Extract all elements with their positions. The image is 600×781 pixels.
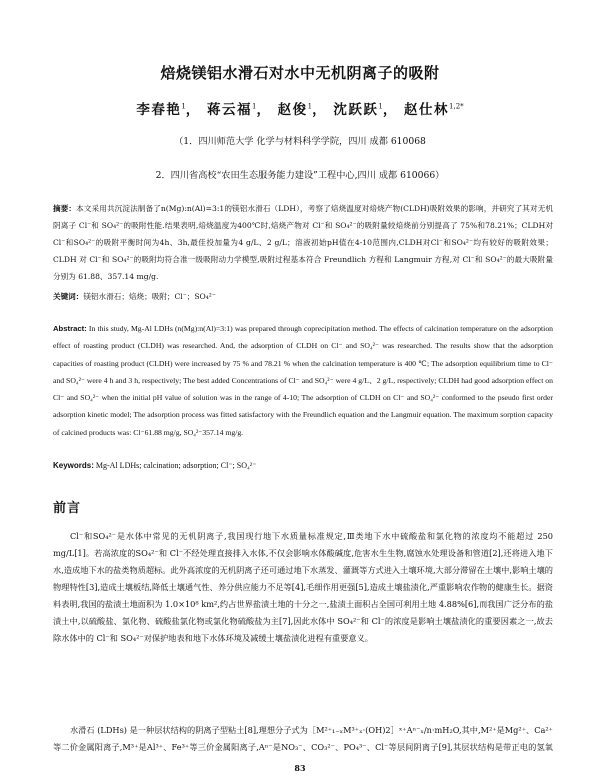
body-paragraph: Cl⁻和SO₄²⁻是水体中常见的无机阴离子,我国现行地下水质量标准规定,Ⅲ类地下水中硫酸盐和氯化物的浓度均不能超过 250 mg/L[1]。若高浓度的SO₄²⁻和 Cl⁻不经处理直接排入水体,不仅会影响水体酸碱度,危害水生生物,腐蚀水处理设备和管道[2],还将进入地下水,造成地下水的盐类物质超标。此外高浓度的无机阴离子还可通过地下水蒸发、灌溉等方式进入土壤环境,大部分滞留在土壤中,影响土壤的物理特性[3],造成土壤板结,降低土壤通气性、养分供应能力不足等[4],毛细作用更强[5],造成土壤盐渍化,严重影响农作物的健康生长。据资料表明,我国的盐渍土地面积为 1.0×10⁸ km²,约占世界盐渍土地的十分之一,盐渍土面积占全国可利用土地 4.88%[6],而我国广泛分布的盐渍土中,以硫酸盐、氯化物、硫酸盐氯化物或氯化物硫酸盐为主[7],因此水体中 SO₄²⁻和 Cl⁻的浓度是影响土壤盐渍化的重要因素之一,故去除水体中的 Cl⁻和 SO₄²⁻对保护地表和地下水体环境及减缓土壤盐渍化进程有重要意义。 <box>53 531 553 643</box>
affiliation-2: 2．四川省高校“农田生态服务能力建设”工程中心,四川 成都 610066） <box>155 170 445 181</box>
author-affil-mark: 1 <box>378 102 383 111</box>
author-affil-mark: 1 <box>307 102 313 111</box>
affiliation-1: （1．四川师范大学 化学与材料科学学院，四川 成都 610068 <box>174 136 426 147</box>
abstract-chinese <box>53 200 553 285</box>
abstract-cn-label: 摘要： <box>53 204 77 213</box>
body-paragraph: 水滑石 (LDHs) 是一种层状结构的阴离子型粘土[8],理想分子式为［M²⁺₁₋ₓM³⁺ₓ·(OH)2］ˣ⁺Aⁿ⁻ₓ/n·mH₂O,其中,M²⁺是Mg²⁺、Ca²⁺等二价金属阳离子,M³⁺是Al³⁺、Fe³⁺等三价金属阳离子,Aⁿ⁻是NO₃⁻、CO₃²⁻、PO₄³⁻、Cl⁻等层间阴离子[9],其层状结构是带正电的氢氧 <box>53 725 553 752</box>
paper-title: 焙烧镁铝水滑石对水中无机阴离子的吸附 <box>160 64 440 82</box>
keywords-english <box>53 461 553 470</box>
keywords-en-text: Mg-Al LDHs; calcination; adsorption; Cl⁻; SO₄²⁻ <box>95 461 257 470</box>
abstract-en-text: In this study, Mg-Al LDHs (n(Mg):n(Al)=3:1) was prepared through coprecipitation method. The effects of calcination temperature on the adsorption effect of roasting product (CLDH) was researched. And, the adsorption of CLDH on Cl⁻ and SO₄²⁻ was researched. The results show that the adsorption capacities of roasting product (CLDH) were increased by 75 % and 78.21 % when the calcination temperature is 400 ℃; The adsorption equilibrium time to Cl⁻ and SO₄²⁻ were 4 h and 3 h, respectively; The best added Concentrations of Cl⁻ and SO₄²⁻ were 4 g/L、2 g/L, respectively; CLDH had good adsorption effect on Cl⁻ and SO₄²⁻ when the initial pH value of solution was in the range of 4-10; The adsorption of CLDH on Cl⁻ and SO₄²⁻ conformed to the pseudo first order adsorption kinetic model; The adsorption process was fitted satisfactory with the Freundlich equation and the Langmuir equation. The maximum sorption capacity of calcined products was: Cl⁻61.88 mg/g, SO₄²⁻357.14 mg/g. <box>53 324 554 437</box>
author-affil-mark: 1 <box>181 102 186 111</box>
author-name: 赵俊 <box>277 102 308 118</box>
page-number: 83 <box>294 763 306 773</box>
author-affil-mark: 1,2* <box>449 102 464 111</box>
abstract-english <box>53 320 553 441</box>
abstract-cn-text: 本文采用共沉淀法制备了n(Mg):n(Al)=3:1的镁铝水滑石（LDH），考察了焙烧温度对焙烧产物(CLDH)吸附效果的影响，并研究了其对无机阴离子 Cl⁻和 SO₄²⁻的吸附性能.结果表明,焙烧温度为400℃时,焙烧产物对 Cl⁻和 SO₄²⁻的吸附量较焙烧前分别提高了 75%和78.21%；CLDH对Cl⁻和SO₄²⁻的吸附平衡时间为4h、3h,最佳投加量为4 g/L、2 g/L；溶液初始pH值在4-10范围内,CLDH对Cl⁻和SO₄²⁻均有较好的吸附效果；CLDH 对 Cl⁻和 SO₄²⁻的吸附均符合准一级吸附动力学模型,吸附过程基本符合 Freundlich 方程和 Langmuir 方程,对 Cl⁻和 SO₄²⁻的最大吸附量分别为 61.88、357.14 mg/g. <box>53 204 554 281</box>
author-name: 蒋云福 <box>207 102 252 118</box>
keywords-cn-label: 关键词： <box>53 292 84 301</box>
keywords-en-label: Keywords: <box>53 461 94 470</box>
keywords-chinese <box>53 291 553 302</box>
author-list: 李春艳$^1$， 蒋云福$^1$， 赵俊$^1$， 沈跃跃$^1$， 赵仕林$^{1,2*}$ <box>136 102 464 118</box>
author-name: 李春艳 <box>136 102 182 118</box>
author-name: 沈跃跃 <box>333 102 379 118</box>
author-name: 赵仕林 <box>404 102 450 118</box>
keywords-cn-text: 镁铝水滑石；焙烧；吸附；Cl⁻；SO₄²⁻ <box>83 292 216 301</box>
abstract-en-label: Abstract: <box>53 324 87 333</box>
section-heading-introduction: 前言 <box>53 501 82 516</box>
author-affil-mark: 1 <box>252 102 257 111</box>
